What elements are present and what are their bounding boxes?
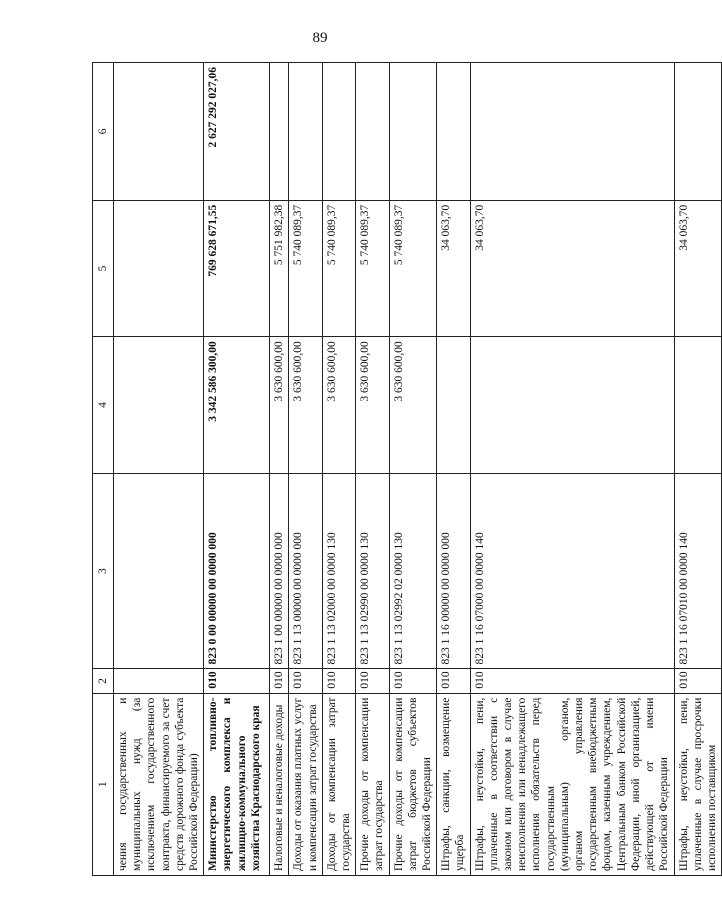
table-header-row (93, 63, 114, 876)
page-number: 89 (312, 30, 328, 46)
table-row (389, 63, 437, 876)
row-kbk: 823 1 13 02992 02 0000 130 (389, 473, 437, 669)
table-row (437, 63, 470, 876)
row-col4: 3 630 600,00 (389, 337, 437, 474)
row-col5: 5 751 982,38 (270, 200, 289, 337)
row-name: чения государственных и муниципальных нужд (за исключением государственного контракта, финансируемого за счет средств дорожного фонда субъекта Российской Федерации) (114, 693, 204, 875)
row-col4: 3 630 600,00 (356, 337, 389, 474)
table-row (114, 63, 204, 876)
row-col4 (114, 337, 204, 474)
column-header: 3 (93, 473, 114, 669)
row-col4: 3 342 586 300,00 (204, 337, 270, 474)
row-kbk: 823 0 00 00000 00 0000 000 (204, 473, 270, 669)
row-name: Прочие доходы от компенсации затрат бюджетов субъектов Российской Федерации (389, 693, 437, 875)
row-code: 010 (289, 669, 322, 693)
table-row (356, 63, 389, 876)
row-kbk: 823 1 16 00000 00 0000 000 (437, 473, 470, 669)
table-row (674, 63, 722, 876)
row-name: Доходы от компенсации затрат государства (322, 693, 355, 875)
column-header: 4 (93, 337, 114, 474)
row-col5: 34 063,70 (674, 200, 722, 337)
row-col6 (270, 63, 289, 201)
row-col5: 5 740 089,37 (389, 200, 437, 337)
row-kbk: 823 1 16 07010 00 0000 140 (674, 473, 722, 669)
row-code (114, 669, 204, 693)
row-name: Штрафы, неустойки, пени, уплаченные в соответствии с законом или договором в случае неисполнения или ненадлежащего исполнения обязательств перед государственным (муниципальным) органом, органом управления государственным внебюджетным фондом, казенным учреждением, Центральным банком Российской Федерации, иной организацией, действующей от имени Российской Федерации (470, 693, 674, 875)
row-name: Налоговые и неналоговые доходы (270, 693, 289, 875)
row-kbk: 823 1 16 07000 00 0000 140 (470, 473, 674, 669)
row-col5: 34 063,70 (470, 200, 674, 337)
table-row (270, 63, 289, 876)
table-row (289, 63, 322, 876)
row-name: Министерство топливно-энергетического комплекса и жилищно-коммунального хозяйства Краснодарского края (204, 693, 270, 875)
row-col5: 34 063,70 (437, 200, 470, 337)
row-code: 010 (674, 669, 722, 693)
row-kbk: 823 1 13 02000 00 0000 130 (322, 473, 355, 669)
column-header: 2 (93, 669, 114, 693)
row-col5 (114, 200, 204, 337)
column-header: 5 (93, 200, 114, 337)
row-col6 (289, 63, 322, 201)
row-name: Доходы от оказания платных услуг и компенсации затрат государства (289, 693, 322, 875)
row-col6: 2 627 292 027,06 (204, 63, 270, 201)
row-col6 (114, 63, 204, 201)
row-kbk: 823 1 00 00000 00 0000 000 (270, 473, 289, 669)
row-code: 010 (356, 669, 389, 693)
row-name: Штрафы, неустойки, пени, уплаченные в случае просрочки исполнения поставщиком (674, 693, 722, 875)
row-code: 010 (470, 669, 674, 693)
row-col6 (674, 63, 722, 201)
row-name: Прочие доходы от компенсации затрат государства (356, 693, 389, 875)
row-col4 (674, 337, 722, 474)
row-col5: 5 740 089,37 (356, 200, 389, 337)
row-name: Штрафы, санкции, возмещение ущерба (437, 693, 470, 875)
table-row (322, 63, 355, 876)
row-col6 (356, 63, 389, 201)
row-col4 (470, 337, 674, 474)
column-header: 6 (93, 63, 114, 201)
column-header: 1 (93, 693, 114, 875)
table-row (204, 63, 270, 876)
row-code: 010 (322, 669, 355, 693)
row-col5: 769 628 671,55 (204, 200, 270, 337)
row-kbk: 823 1 13 00000 00 0000 000 (289, 473, 322, 669)
row-col6 (389, 63, 437, 201)
row-col4: 3 630 600,00 (289, 337, 322, 474)
row-kbk (114, 473, 204, 669)
row-col4 (437, 337, 470, 474)
revenue-table (92, 62, 722, 876)
row-col6 (437, 63, 470, 201)
row-col6 (322, 63, 355, 201)
row-kbk: 823 1 13 02990 00 0000 130 (356, 473, 389, 669)
rotated-table-frame (92, 62, 718, 876)
row-code: 010 (204, 669, 270, 693)
row-col5: 5 740 089,37 (322, 200, 355, 337)
row-col4: 3 630 600,00 (270, 337, 289, 474)
row-col4: 3 630 600,00 (322, 337, 355, 474)
row-code: 010 (437, 669, 470, 693)
row-code: 010 (389, 669, 437, 693)
table-row (470, 63, 674, 876)
row-col5: 5 740 089,37 (289, 200, 322, 337)
row-col6 (470, 63, 674, 201)
row-code: 010 (270, 669, 289, 693)
